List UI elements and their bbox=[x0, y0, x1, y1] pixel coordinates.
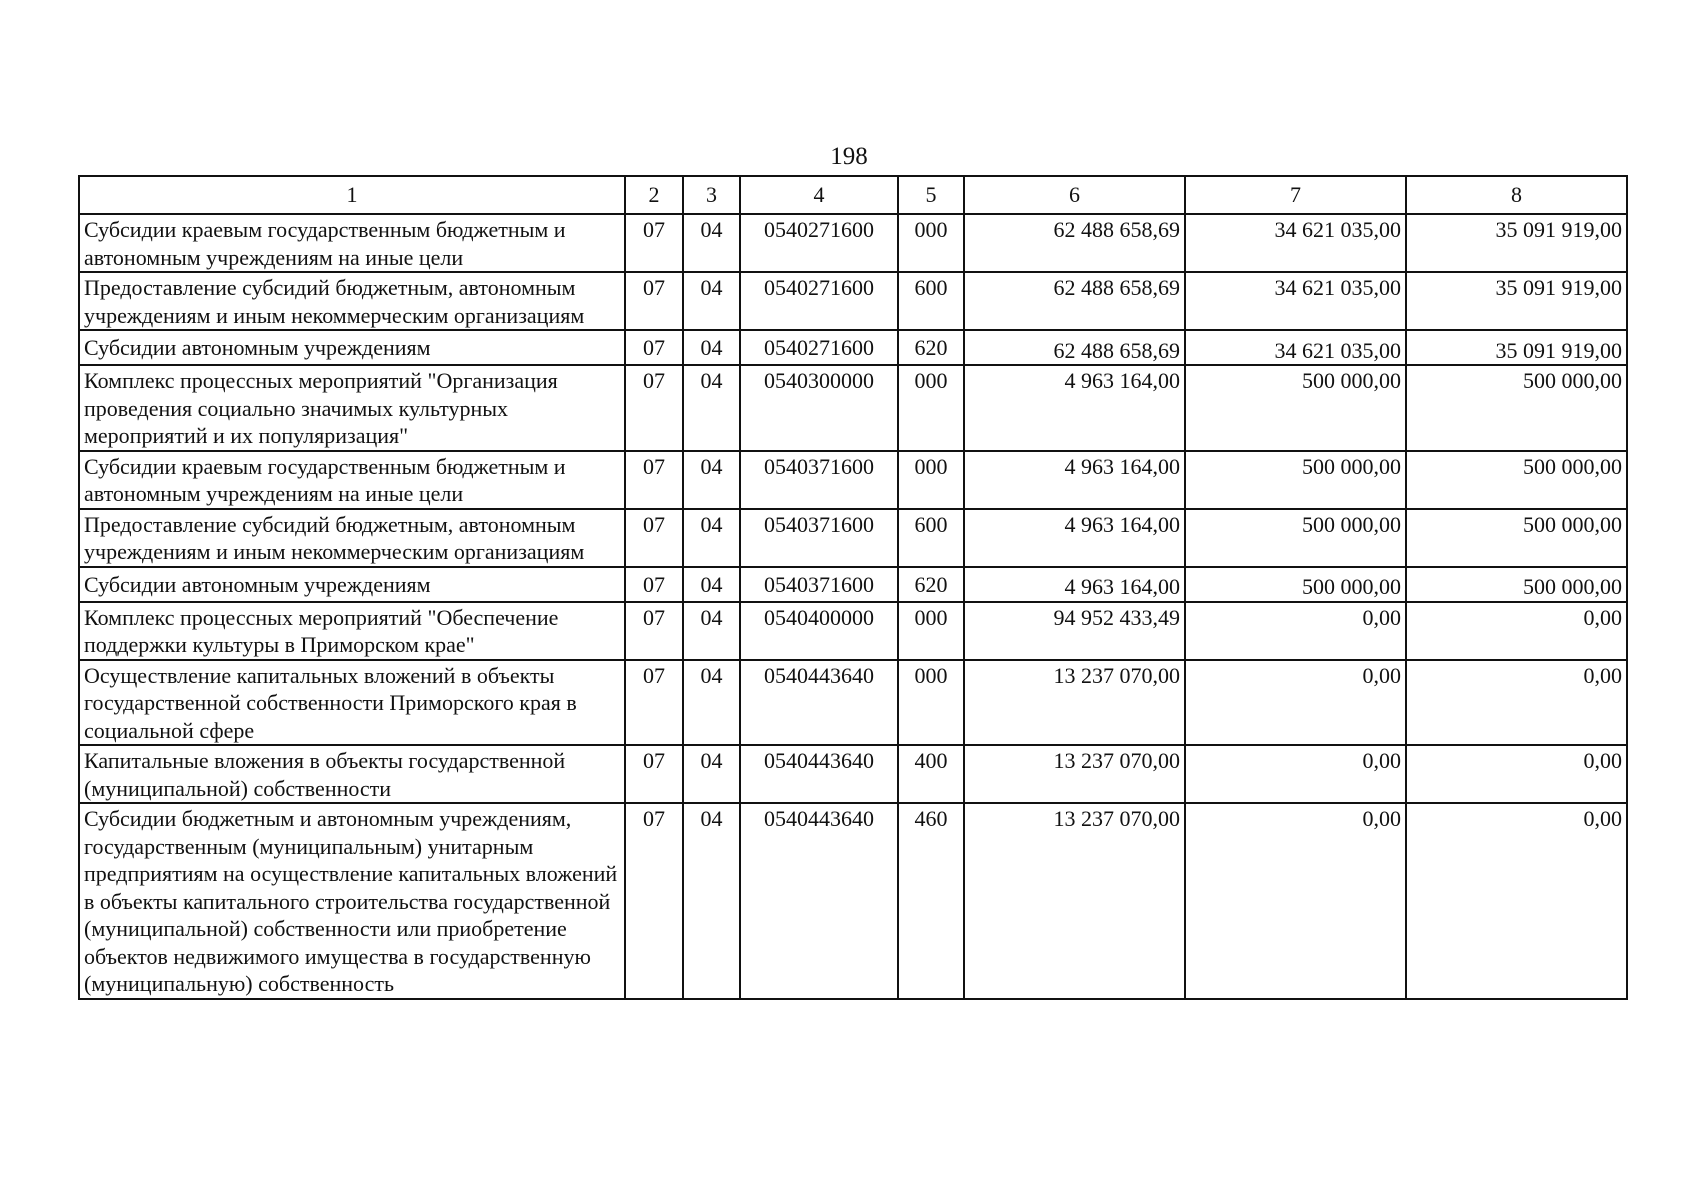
table-row bbox=[79, 330, 1627, 365]
row-section: 07 bbox=[625, 803, 683, 999]
header-col-3: 3 bbox=[683, 176, 740, 214]
row-subsection: 04 bbox=[683, 509, 740, 567]
budget-table bbox=[78, 175, 1628, 1000]
row-subsection: 04 bbox=[683, 803, 740, 999]
row-expense-type: 000 bbox=[898, 365, 964, 451]
row-name: Комплекс процессных мероприятий "Организация проведения социально значимых культурных мероприятий и их популяризация" bbox=[79, 365, 625, 451]
row-subsection: 04 bbox=[683, 330, 740, 365]
header-col-1: 1 bbox=[79, 176, 625, 214]
row-amount-6: 4 963 164,00 bbox=[964, 451, 1185, 509]
row-amount-8: 0,00 bbox=[1406, 745, 1627, 803]
row-expense-type: 000 bbox=[898, 660, 964, 746]
row-subsection: 04 bbox=[683, 567, 740, 602]
row-amount-6: 4 963 164,00 bbox=[964, 509, 1185, 567]
row-expense-type: 460 bbox=[898, 803, 964, 999]
row-name: Субсидии автономным учреждениям bbox=[79, 567, 625, 602]
row-expense-type: 000 bbox=[898, 602, 964, 660]
row-section: 07 bbox=[625, 330, 683, 365]
row-amount-8: 500 000,00 bbox=[1406, 451, 1627, 509]
row-subsection: 04 bbox=[683, 602, 740, 660]
row-section: 07 bbox=[625, 451, 683, 509]
row-expense-type: 000 bbox=[898, 451, 964, 509]
row-name: Субсидии краевым государственным бюджетным и автономным учреждениям на иные цели bbox=[79, 214, 625, 272]
row-name: Субсидии краевым государственным бюджетным и автономным учреждениям на иные цели bbox=[79, 451, 625, 509]
row-name: Предоставление субсидий бюджетным, автономным учреждениям и иным некоммерческим организациям bbox=[79, 509, 625, 567]
row-amount-6: 62 488 658,69 bbox=[964, 272, 1185, 330]
header-row bbox=[79, 176, 1627, 214]
row-section: 07 bbox=[625, 602, 683, 660]
row-amount-7: 500 000,00 bbox=[1185, 567, 1406, 602]
table-row bbox=[79, 214, 1627, 272]
row-name: Субсидии бюджетным и автономным учреждениям, государственным (муниципальным) унитарным предприятиям на осуществление капитальных вложений в объекты капитального строительства государственной (муниципальной) собственности или приобретение объектов недвижимого имущества в государственную (муниципальную) собственность bbox=[79, 803, 625, 999]
row-amount-8: 0,00 bbox=[1406, 602, 1627, 660]
header-col-4: 4 bbox=[740, 176, 898, 214]
row-section: 07 bbox=[625, 214, 683, 272]
row-section: 07 bbox=[625, 660, 683, 746]
row-target-article: 0540300000 bbox=[740, 365, 898, 451]
row-target-article: 0540271600 bbox=[740, 272, 898, 330]
table-row bbox=[79, 365, 1627, 451]
row-subsection: 04 bbox=[683, 214, 740, 272]
row-amount-7: 500 000,00 bbox=[1185, 365, 1406, 451]
row-amount-7: 0,00 bbox=[1185, 745, 1406, 803]
row-name: Капитальные вложения в объекты государственной (муниципальной) собственности bbox=[79, 745, 625, 803]
row-amount-8: 500 000,00 bbox=[1406, 567, 1627, 602]
row-amount-8: 35 091 919,00 bbox=[1406, 214, 1627, 272]
row-amount-7: 500 000,00 bbox=[1185, 451, 1406, 509]
row-target-article: 0540371600 bbox=[740, 567, 898, 602]
row-subsection: 04 bbox=[683, 365, 740, 451]
table-row bbox=[79, 803, 1627, 999]
header-col-6: 6 bbox=[964, 176, 1185, 214]
header-col-7: 7 bbox=[1185, 176, 1406, 214]
row-amount-8: 500 000,00 bbox=[1406, 509, 1627, 567]
row-amount-7: 0,00 bbox=[1185, 660, 1406, 746]
row-amount-6: 13 237 070,00 bbox=[964, 745, 1185, 803]
row-amount-7: 34 621 035,00 bbox=[1185, 330, 1406, 365]
row-amount-6: 13 237 070,00 bbox=[964, 803, 1185, 999]
row-subsection: 04 bbox=[683, 745, 740, 803]
table-row bbox=[79, 745, 1627, 803]
row-amount-7: 34 621 035,00 bbox=[1185, 214, 1406, 272]
row-subsection: 04 bbox=[683, 660, 740, 746]
row-subsection: 04 bbox=[683, 272, 740, 330]
row-name: Комплекс процессных мероприятий "Обеспечение поддержки культуры в Приморском крае" bbox=[79, 602, 625, 660]
row-target-article: 0540400000 bbox=[740, 602, 898, 660]
row-amount-6: 94 952 433,49 bbox=[964, 602, 1185, 660]
row-amount-7: 34 621 035,00 bbox=[1185, 272, 1406, 330]
row-target-article: 0540443640 bbox=[740, 803, 898, 999]
header-col-5: 5 bbox=[898, 176, 964, 214]
row-name: Субсидии автономным учреждениям bbox=[79, 330, 625, 365]
row-section: 07 bbox=[625, 365, 683, 451]
row-amount-8: 500 000,00 bbox=[1406, 365, 1627, 451]
row-amount-7: 0,00 bbox=[1185, 803, 1406, 999]
row-expense-type: 400 bbox=[898, 745, 964, 803]
table-row bbox=[79, 660, 1627, 746]
page-number: 198 bbox=[830, 143, 868, 170]
row-expense-type: 620 bbox=[898, 567, 964, 602]
row-amount-6: 4 963 164,00 bbox=[964, 365, 1185, 451]
header-col-2: 2 bbox=[625, 176, 683, 214]
row-target-article: 0540371600 bbox=[740, 451, 898, 509]
row-amount-8: 0,00 bbox=[1406, 660, 1627, 746]
table-row bbox=[79, 567, 1627, 602]
row-section: 07 bbox=[625, 272, 683, 330]
row-expense-type: 620 bbox=[898, 330, 964, 365]
row-expense-type: 600 bbox=[898, 272, 964, 330]
row-amount-7: 500 000,00 bbox=[1185, 509, 1406, 567]
row-amount-8: 0,00 bbox=[1406, 803, 1627, 999]
row-amount-7: 0,00 bbox=[1185, 602, 1406, 660]
row-amount-6: 62 488 658,69 bbox=[964, 214, 1185, 272]
table-row bbox=[79, 509, 1627, 567]
row-target-article: 0540271600 bbox=[740, 330, 898, 365]
row-amount-6: 4 963 164,00 bbox=[964, 567, 1185, 602]
row-amount-8: 35 091 919,00 bbox=[1406, 272, 1627, 330]
row-target-article: 0540271600 bbox=[740, 214, 898, 272]
row-target-article: 0540443640 bbox=[740, 660, 898, 746]
row-subsection: 04 bbox=[683, 451, 740, 509]
table-row bbox=[79, 451, 1627, 509]
row-name: Осуществление капитальных вложений в объекты государственной собственности Приморского края в социальной сфере bbox=[79, 660, 625, 746]
row-amount-6: 62 488 658,69 bbox=[964, 330, 1185, 365]
row-expense-type: 000 bbox=[898, 214, 964, 272]
row-section: 07 bbox=[625, 567, 683, 602]
table-row bbox=[79, 272, 1627, 330]
header-col-8: 8 bbox=[1406, 176, 1627, 214]
row-amount-8: 35 091 919,00 bbox=[1406, 330, 1627, 365]
row-amount-6: 13 237 070,00 bbox=[964, 660, 1185, 746]
row-section: 07 bbox=[625, 745, 683, 803]
row-name: Предоставление субсидий бюджетным, автономным учреждениям и иным некоммерческим организациям bbox=[79, 272, 625, 330]
row-expense-type: 600 bbox=[898, 509, 964, 567]
row-section: 07 bbox=[625, 509, 683, 567]
table-row bbox=[79, 602, 1627, 660]
row-target-article: 0540443640 bbox=[740, 745, 898, 803]
row-target-article: 0540371600 bbox=[740, 509, 898, 567]
